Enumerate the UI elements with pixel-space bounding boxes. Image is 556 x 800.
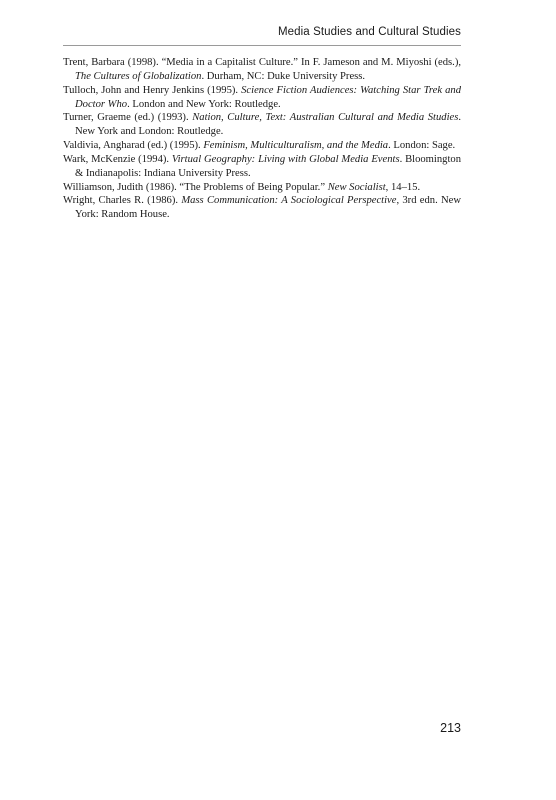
page-number: 213	[440, 721, 461, 735]
reference-entry	[63, 84, 461, 112]
reference-text: Williamson, Judith (1986). “The Problems of Being Popular.”	[63, 181, 328, 193]
reference-text: . Bloomington & Indianapolis: Indiana University Press.	[75, 153, 461, 179]
reference-title: Feminism, Multiculturalism, and the Media	[203, 140, 389, 152]
reference-entry	[63, 139, 461, 153]
reference-text: Trent, Barbara (1998). “Media in a Capitalist Culture.” In F. Jameson and M. Miyoshi (eds.),	[63, 57, 461, 68]
reference-title: The Cultures of Globalization	[75, 70, 202, 82]
reference-entry	[63, 194, 461, 222]
reference-text: Wark, McKenzie (1994).	[63, 153, 172, 165]
reference-title: Mass Communication: A Sociological Perspective	[181, 195, 397, 207]
reference-text: Wright, Charles R. (1986).	[63, 195, 182, 207]
reference-text: . London and New York: Routledge.	[127, 98, 281, 110]
running-head: Media Studies and Cultural Studies	[277, 26, 461, 38]
reference-title: Virtual Geography: Living with Global Media Events	[171, 153, 400, 165]
reference-text: . London: Sage.	[388, 140, 456, 152]
reference-entry	[63, 181, 461, 195]
reference-entry	[63, 111, 461, 139]
reference-text: Valdivia, Angharad (ed.) (1995).	[63, 140, 204, 152]
reference-title: Science Fiction Audiences: Watching Star Trek and Doctor Who	[75, 84, 461, 110]
header-rule	[63, 45, 461, 46]
reference-text: . Durham, NC: Duke University Press.	[201, 70, 366, 82]
reference-entry	[63, 153, 461, 181]
reference-text: , 14–15.	[385, 181, 421, 193]
reference-list	[63, 56, 461, 222]
reference-text: Tulloch, John and Henry Jenkins (1995).	[63, 84, 242, 96]
reference-text: . New York and London: Routledge.	[75, 112, 461, 138]
reference-entry	[63, 56, 461, 84]
reference-title: Nation, Culture, Text: Australian Cultural and Media Studies	[192, 112, 459, 124]
reference-text: Turner, Graeme (ed.) (1993).	[63, 112, 193, 124]
reference-text: , 3rd edn. New York: Random House.	[75, 195, 461, 221]
reference-title: New Socialist	[327, 181, 386, 193]
